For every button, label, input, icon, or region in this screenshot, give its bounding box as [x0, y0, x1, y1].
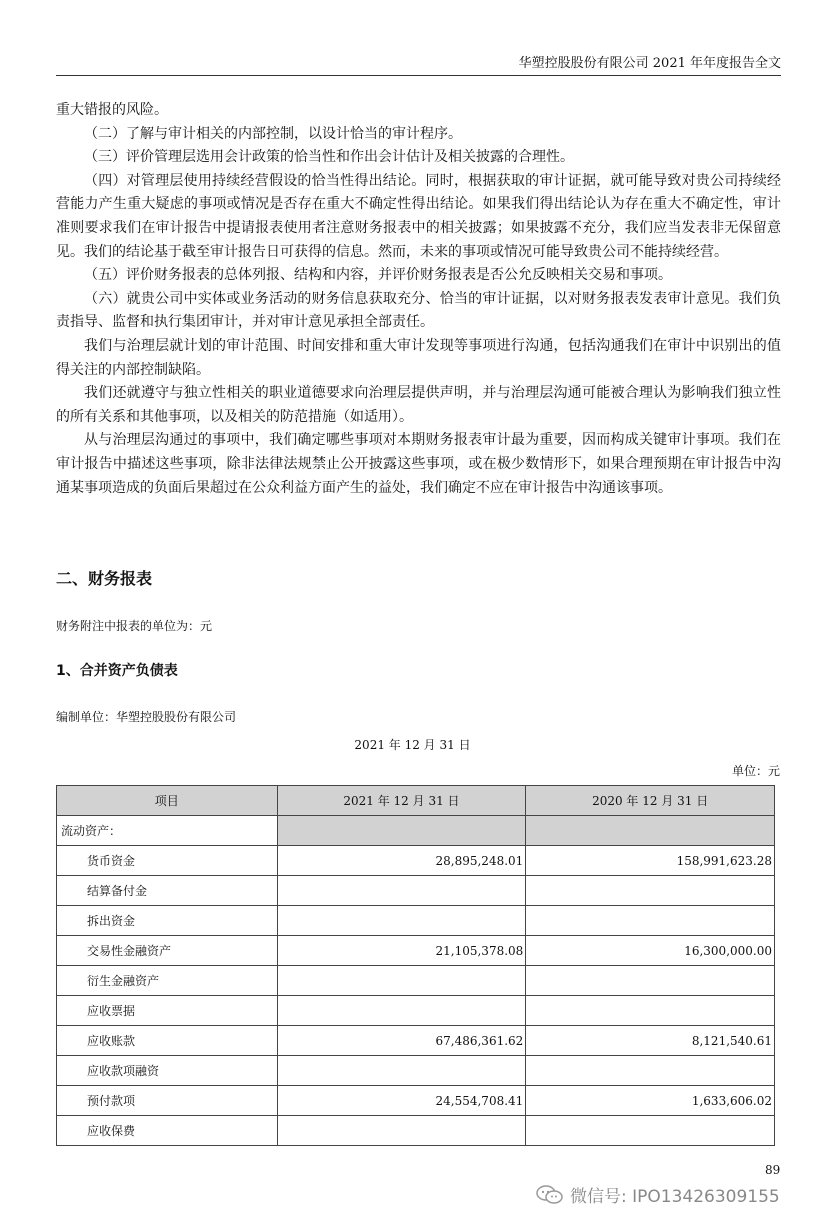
value-2021 [277, 966, 526, 996]
value-2020: 16,300,000.00 [526, 936, 775, 966]
value-2021 [277, 1056, 526, 1086]
wechat-icon [536, 1185, 564, 1205]
value-2020: 8,121,540.61 [526, 1026, 775, 1056]
table-body [57, 816, 775, 1146]
table-row [57, 996, 775, 1026]
table-row [57, 1026, 775, 1056]
value-2020: 1,633,606.02 [526, 1086, 775, 1116]
value-2021 [277, 1116, 526, 1146]
value-2020 [526, 1056, 775, 1086]
page-number: 89 [765, 1163, 781, 1177]
value-2020 [526, 996, 775, 1026]
value-2020 [526, 816, 775, 846]
statement-date: 2021 年 12 月 31 日 [354, 738, 471, 752]
table-row [57, 1086, 775, 1116]
currency-unit: 单位：元 [731, 764, 780, 778]
page-header [56, 52, 781, 76]
value-2021 [277, 876, 526, 906]
preparer-line: 编制单位：华塑控股股份有限公司 [56, 710, 237, 724]
watermark-text: 微信号: IPO13426309155 [570, 1187, 780, 1207]
section-title: 二、财务报表 [56, 569, 153, 588]
row-item-label: 流动资产： [57, 816, 278, 846]
paragraph: 从与治理层沟通过的事项中，我们确定哪些事项对本期财务报表审计最为重要，因而构成关键审计事项。我们在审计报告中描述这些事项，除非法律法规禁止公开披露这些事项，或在极少数情形下，如果合理预期在审计报告中沟通某事项造成的负面后果超过在公众利益方面产生的益处，我们确定不应在审计报告中沟通该事项。 [56, 432, 781, 496]
paragraph: （四）对管理层使用持续经营假设的恰当性得出结论。同时，根据获取的审计证据，就可能导致对贵公司持续经营能力产生重大疑虑的事项或情况是否存在重大不确定性得出结论。如果我们得出结论认为存在重大不确定性，审计准则要求我们在审计报告中提请报表使用者注意财务报表中的相关披露；如果披露不充分，我们应当发表非无保留意见。我们的结论基于截至审计报告日可获得的信息。然而，未来的事项或情况可能导致贵公司不能持续经营。 [56, 172, 781, 260]
value-2021 [277, 906, 526, 936]
header-2020: 2020 年 12 月 31 日 [526, 786, 775, 816]
value-2021 [277, 816, 526, 846]
value-2020 [526, 1116, 775, 1146]
paragraph: （三）评价管理层选用会计政策的恰当性和作出会计估计及相关披露的合理性。 [84, 149, 574, 166]
balance-sheet-table [56, 785, 775, 1146]
row-item-label: 货币资金 [57, 846, 278, 876]
paragraph: （二）了解与审计相关的内部控制，以设计恰当的审计程序。 [84, 125, 462, 142]
value-2020 [526, 876, 775, 906]
row-item-label: 应收款项融资 [57, 1056, 278, 1086]
header-2021: 2021 年 12 月 31 日 [277, 786, 526, 816]
row-item-label: 拆出资金 [57, 906, 278, 936]
paragraph: 我们与治理层就计划的审计范围、时间安排和重大审计发现等事项进行沟通，包括沟通我们在审计中识别出的值得关注的内部控制缺陷。 [56, 337, 781, 378]
value-2021: 24,554,708.41 [277, 1086, 526, 1116]
paragraph: （六）就贵公司中实体或业务活动的财务信息获取充分、恰当的审计证据，以对财务报表发表审计意见。我们负责指导、监督和执行集团审计，并对审计意见承担全部责任。 [56, 290, 781, 331]
table-row [57, 876, 775, 906]
report-title: 华塑控股股份有限公司 2021 年年度报告全文 [518, 56, 781, 71]
table-row [57, 846, 775, 876]
row-item-label: 衍生金融资产 [57, 966, 278, 996]
row-item-label: 应收票据 [57, 996, 278, 1026]
table-row [57, 816, 775, 846]
value-2020 [526, 966, 775, 996]
value-2021: 67,486,361.62 [277, 1026, 526, 1056]
row-item-label: 应收账款 [57, 1026, 278, 1056]
value-2021: 28,895,248.01 [277, 846, 526, 876]
row-item-label: 交易性金融资产 [57, 936, 278, 966]
paragraph: 重大错报的风险。 [56, 102, 168, 118]
row-item-label: 预付款项 [57, 1086, 278, 1116]
table-header-row [57, 786, 775, 816]
table-row [57, 1056, 775, 1086]
watermark [536, 1182, 780, 1207]
value-2020 [526, 906, 775, 936]
unit-note: 财务附注中报表的单位为：元 [56, 619, 213, 633]
audit-text [56, 99, 781, 500]
paragraph: 我们还就遵守与独立性相关的职业道德要求向治理层提供声明，并与治理层沟通可能被合理认为影响我们独立性的所有关系和其他事项，以及相关的防范措施（如适用）。 [56, 385, 781, 425]
value-2021: 21,105,378.08 [277, 936, 526, 966]
value-2020: 158,991,623.28 [526, 846, 775, 876]
paragraph: （五）评价财务报表的总体列报、结构和内容，并评价财务报表是否公允反映相关交易和事项。 [84, 267, 672, 284]
table-row [57, 1116, 775, 1146]
row-item-label: 应收保费 [57, 1116, 278, 1146]
table-row [57, 936, 775, 966]
table-row [57, 906, 775, 936]
statement-title: 1、合并资产负债表 [56, 663, 178, 679]
row-item-label: 结算备付金 [57, 876, 278, 906]
value-2021 [277, 996, 526, 1026]
table-row [57, 966, 775, 996]
header-item: 项目 [57, 786, 278, 816]
